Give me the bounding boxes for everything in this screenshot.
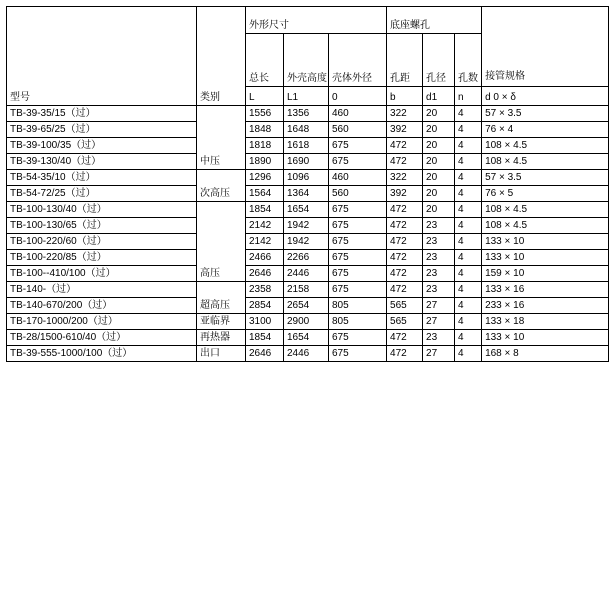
- cell-hole-pitch: 322: [387, 106, 423, 122]
- cell-hole-count: 4: [455, 154, 482, 170]
- cell-pipe-spec: 133 × 10: [482, 234, 609, 250]
- header-total-length: 总长: [246, 34, 284, 87]
- cell-shell-outer-dia: 460: [329, 170, 387, 186]
- table-row: [7, 282, 609, 298]
- cell-model: TB-54-35/10（过）: [7, 170, 197, 186]
- cell-model: TB-170-1000/200（过）: [7, 314, 197, 330]
- symbol-total-length: L: [246, 87, 284, 106]
- cell-pipe-spec: 133 × 16: [482, 282, 609, 298]
- table-row: [7, 266, 609, 282]
- cell-shell-height: 1690: [284, 154, 329, 170]
- spec-table-page: [0, 6, 614, 604]
- cell-model: TB-39-35/15（过）: [7, 106, 197, 122]
- table-row: [7, 106, 609, 122]
- symbol-shell-outer-dia: 0: [329, 87, 387, 106]
- cell-hole-dia: 20: [423, 154, 455, 170]
- cell-total-length: 2854: [246, 298, 284, 314]
- cell-hole-count: 4: [455, 106, 482, 122]
- cell-model: TB-39-65/25（过）: [7, 122, 197, 138]
- cell-hole-pitch: 472: [387, 330, 423, 346]
- cell-category: 再热器: [197, 330, 246, 346]
- cell-shell-outer-dia: 675: [329, 234, 387, 250]
- cell-hole-dia: 23: [423, 330, 455, 346]
- cell-total-length: 2646: [246, 346, 284, 362]
- cell-total-length: 2142: [246, 218, 284, 234]
- cell-hole-pitch: 472: [387, 234, 423, 250]
- cell-hole-pitch: 565: [387, 314, 423, 330]
- cell-shell-outer-dia: 805: [329, 314, 387, 330]
- cell-model: TB-100-130/65（过）: [7, 218, 197, 234]
- header-pipe-spec: 接管规格: [482, 7, 609, 87]
- cell-model: TB-100-130/40（过）: [7, 202, 197, 218]
- cell-pipe-spec: 57 × 3.5: [482, 106, 609, 122]
- cell-total-length: 2358: [246, 282, 284, 298]
- cell-hole-count: 4: [455, 138, 482, 154]
- cell-hole-pitch: 472: [387, 202, 423, 218]
- cell-hole-count: 4: [455, 346, 482, 362]
- cell-category: 亚临界: [197, 314, 246, 330]
- cell-shell-outer-dia: 675: [329, 346, 387, 362]
- cell-model: TB-39-555-1000/100（过）: [7, 346, 197, 362]
- cell-total-length: 3100: [246, 314, 284, 330]
- header-base-bolt-group: 底座螺孔: [387, 7, 482, 34]
- cell-pipe-spec: 133 × 18: [482, 314, 609, 330]
- cell-shell-height: 1618: [284, 138, 329, 154]
- cell-shell-height: 1942: [284, 234, 329, 250]
- cell-pipe-spec: 168 × 8: [482, 346, 609, 362]
- cell-shell-height: 2446: [284, 346, 329, 362]
- header-shell-height: 外壳高度: [284, 34, 329, 87]
- cell-hole-count: 4: [455, 186, 482, 202]
- cell-shell-height: 1356: [284, 106, 329, 122]
- cell-shell-height: 2900: [284, 314, 329, 330]
- cell-total-length: 1296: [246, 170, 284, 186]
- cell-hole-dia: 27: [423, 314, 455, 330]
- header-dimensions-group: 外形尺寸: [246, 7, 387, 34]
- cell-hole-pitch: 472: [387, 346, 423, 362]
- cell-model: TB-39-130/40（过）: [7, 154, 197, 170]
- cell-total-length: 2646: [246, 266, 284, 282]
- cell-hole-dia: 27: [423, 298, 455, 314]
- cell-hole-pitch: 472: [387, 138, 423, 154]
- cell-total-length: 1848: [246, 122, 284, 138]
- cell-shell-outer-dia: 675: [329, 250, 387, 266]
- symbol-hole-pitch: b: [387, 87, 423, 106]
- specification-table: [6, 6, 609, 362]
- symbol-hole-dia: d1: [423, 87, 455, 106]
- cell-pipe-spec: 76 × 5: [482, 186, 609, 202]
- table-row: [7, 122, 609, 138]
- cell-shell-outer-dia: 675: [329, 282, 387, 298]
- table-row: [7, 186, 609, 202]
- table-row: [7, 330, 609, 346]
- cell-hole-pitch: 392: [387, 186, 423, 202]
- cell-shell-outer-dia: 805: [329, 298, 387, 314]
- cell-hole-dia: 23: [423, 234, 455, 250]
- header-hole-pitch: 孔距: [387, 34, 423, 87]
- cell-shell-outer-dia: 560: [329, 122, 387, 138]
- cell-category: 高压: [197, 202, 246, 282]
- cell-hole-pitch: 472: [387, 218, 423, 234]
- cell-hole-dia: 23: [423, 250, 455, 266]
- cell-model: TB-28/1500-610/40（过）: [7, 330, 197, 346]
- table-row: [7, 346, 609, 362]
- cell-total-length: 1818: [246, 138, 284, 154]
- cell-hole-dia: 20: [423, 122, 455, 138]
- cell-shell-height: 2158: [284, 282, 329, 298]
- cell-hole-count: 4: [455, 266, 482, 282]
- cell-shell-height: 1096: [284, 170, 329, 186]
- cell-hole-count: 4: [455, 234, 482, 250]
- header-shell-outer-dia: 壳体外径: [329, 34, 387, 87]
- cell-shell-height: 1364: [284, 186, 329, 202]
- table-row: [7, 218, 609, 234]
- header-row-groups: [7, 7, 609, 34]
- cell-hole-count: 4: [455, 170, 482, 186]
- cell-hole-count: 4: [455, 218, 482, 234]
- cell-shell-height: 1648: [284, 122, 329, 138]
- header-hole-count: 孔数: [455, 34, 482, 87]
- table-row: [7, 138, 609, 154]
- cell-hole-count: 4: [455, 250, 482, 266]
- cell-hole-dia: 20: [423, 106, 455, 122]
- cell-shell-outer-dia: 675: [329, 154, 387, 170]
- cell-shell-height: 2654: [284, 298, 329, 314]
- cell-shell-height: 2446: [284, 266, 329, 282]
- cell-category: 超高压: [197, 282, 246, 314]
- cell-total-length: 1890: [246, 154, 284, 170]
- table-row: [7, 314, 609, 330]
- cell-pipe-spec: 108 × 4.5: [482, 218, 609, 234]
- cell-pipe-spec: 133 × 10: [482, 330, 609, 346]
- cell-hole-count: 4: [455, 202, 482, 218]
- cell-pipe-spec: 108 × 4.5: [482, 154, 609, 170]
- symbol-hole-count: n: [455, 87, 482, 106]
- cell-model: TB-39-100/35（过）: [7, 138, 197, 154]
- cell-total-length: 1854: [246, 330, 284, 346]
- cell-model: TB-140-（过）: [7, 282, 197, 298]
- cell-total-length: 1556: [246, 106, 284, 122]
- cell-hole-dia: 20: [423, 170, 455, 186]
- cell-shell-outer-dia: 675: [329, 138, 387, 154]
- cell-total-length: 2466: [246, 250, 284, 266]
- table-row: [7, 154, 609, 170]
- header-category: 类别: [197, 7, 246, 106]
- cell-hole-dia: 27: [423, 346, 455, 362]
- cell-pipe-spec: 57 × 3.5: [482, 170, 609, 186]
- cell-shell-outer-dia: 460: [329, 106, 387, 122]
- table-row: [7, 170, 609, 186]
- cell-shell-outer-dia: 675: [329, 330, 387, 346]
- cell-shell-outer-dia: 675: [329, 202, 387, 218]
- cell-hole-dia: 20: [423, 186, 455, 202]
- table-row: [7, 234, 609, 250]
- table-row: [7, 250, 609, 266]
- cell-model: TB-100-220/85（过）: [7, 250, 197, 266]
- cell-hole-pitch: 472: [387, 282, 423, 298]
- cell-hole-pitch: 472: [387, 266, 423, 282]
- cell-model: TB-54-72/25（过）: [7, 186, 197, 202]
- cell-total-length: 2142: [246, 234, 284, 250]
- cell-shell-outer-dia: 560: [329, 186, 387, 202]
- cell-hole-dia: 20: [423, 202, 455, 218]
- cell-pipe-spec: 133 × 10: [482, 250, 609, 266]
- cell-shell-height: 1654: [284, 202, 329, 218]
- cell-pipe-spec: 76 × 4: [482, 122, 609, 138]
- symbol-shell-height: L1: [284, 87, 329, 106]
- cell-pipe-spec: 159 × 10: [482, 266, 609, 282]
- cell-hole-pitch: 322: [387, 170, 423, 186]
- cell-hole-dia: 23: [423, 282, 455, 298]
- cell-pipe-spec: 233 × 16: [482, 298, 609, 314]
- cell-shell-outer-dia: 675: [329, 218, 387, 234]
- cell-shell-outer-dia: 675: [329, 266, 387, 282]
- cell-total-length: 1854: [246, 202, 284, 218]
- cell-category: 中压: [197, 106, 246, 170]
- cell-model: TB-100-220/60（过）: [7, 234, 197, 250]
- cell-total-length: 1564: [246, 186, 284, 202]
- header-model: 型号: [7, 7, 197, 106]
- cell-hole-dia: 23: [423, 266, 455, 282]
- cell-hole-pitch: 392: [387, 122, 423, 138]
- cell-pipe-spec: 108 × 4.5: [482, 202, 609, 218]
- cell-pipe-spec: 108 × 4.5: [482, 138, 609, 154]
- table-row: [7, 298, 609, 314]
- table-row: [7, 202, 609, 218]
- cell-shell-height: 2266: [284, 250, 329, 266]
- cell-category: 出口: [197, 346, 246, 362]
- cell-hole-pitch: 472: [387, 250, 423, 266]
- cell-hole-pitch: 472: [387, 154, 423, 170]
- cell-hole-count: 4: [455, 330, 482, 346]
- cell-hole-count: 4: [455, 314, 482, 330]
- cell-hole-pitch: 565: [387, 298, 423, 314]
- header-hole-dia: 孔径: [423, 34, 455, 87]
- cell-hole-dia: 20: [423, 138, 455, 154]
- cell-shell-height: 1654: [284, 330, 329, 346]
- cell-model: TB-140-670/200（过）: [7, 298, 197, 314]
- cell-hole-count: 4: [455, 298, 482, 314]
- cell-category: 次高压: [197, 170, 246, 202]
- cell-shell-height: 1942: [284, 218, 329, 234]
- cell-model: TB-100--410/100（过）: [7, 266, 197, 282]
- cell-hole-dia: 23: [423, 218, 455, 234]
- symbol-pipe-spec: d 0 × δ: [482, 87, 609, 106]
- cell-hole-count: 4: [455, 122, 482, 138]
- cell-hole-count: 4: [455, 282, 482, 298]
